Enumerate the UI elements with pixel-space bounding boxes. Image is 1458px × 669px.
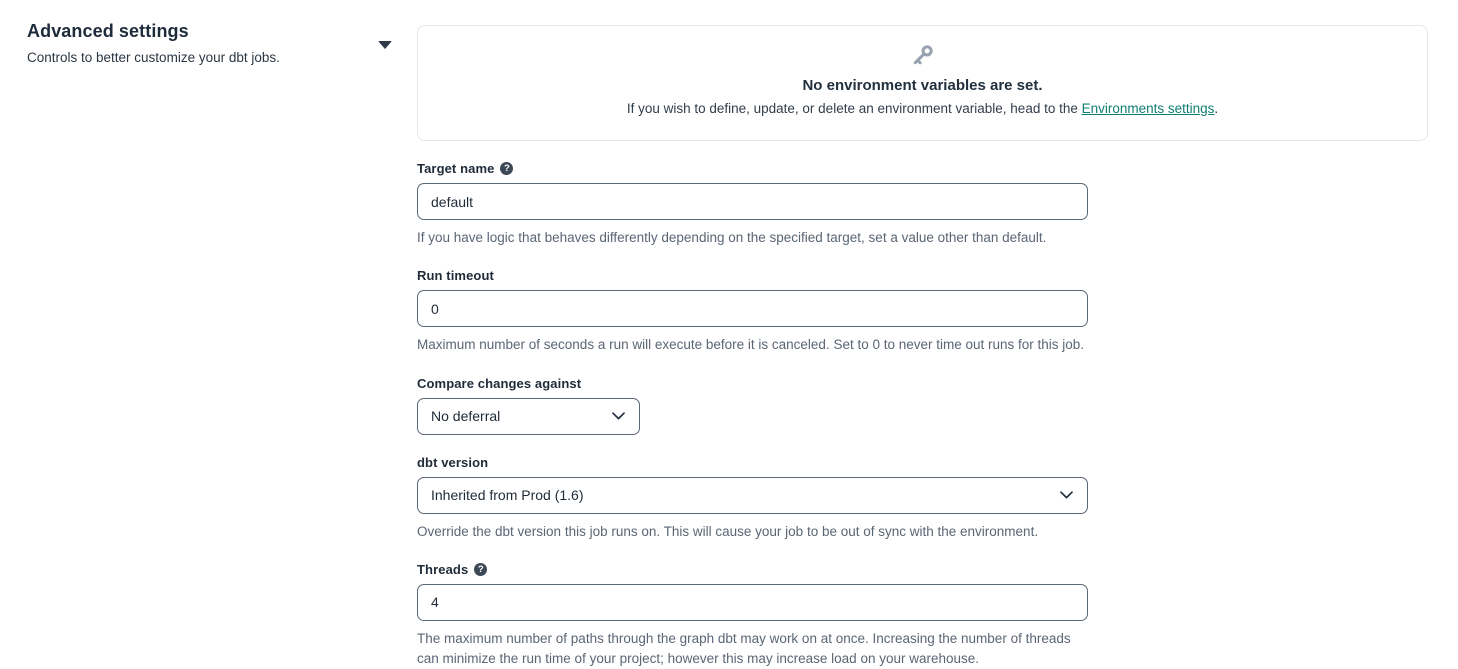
run-timeout-input[interactable] xyxy=(417,290,1088,327)
field-compare-changes xyxy=(417,376,1088,435)
run-timeout-label: Run timeout xyxy=(417,268,494,284)
dbt-version-select[interactable] xyxy=(417,477,1088,514)
field-threads xyxy=(417,562,1088,669)
section-header xyxy=(0,0,417,659)
target-name-label-row xyxy=(417,161,1088,176)
settings-form-area xyxy=(417,0,1458,666)
dbt-version-selected-value: Inherited from Prod (1.6) xyxy=(431,487,584,503)
question-mark-icon[interactable]: ? xyxy=(474,563,487,576)
compare-changes-label: Compare changes against xyxy=(417,375,582,391)
field-dbt-version xyxy=(417,455,1088,542)
advanced-settings-form xyxy=(417,161,1088,669)
field-run-timeout xyxy=(417,268,1088,355)
run-timeout-helper: Maximum number of seconds a run will execute before it is canceled. Set to 0 to never time out runs for this job. xyxy=(417,337,1085,353)
target-name-label: Target name xyxy=(417,161,495,176)
environments-settings-link[interactable]: Environments settings xyxy=(1081,101,1215,116)
question-mark-icon[interactable]: ? xyxy=(500,162,513,175)
dbt-version-label-row xyxy=(417,455,1088,470)
threads-helper: The maximum number of paths through the graph dbt may work on at once. Increasing the number of threads can minimize the run time of your project; however this may increase load on your warehouse. xyxy=(417,630,1071,666)
page-subtitle: Controls to better customize your dbt jobs. xyxy=(27,50,280,65)
threads-label-row xyxy=(417,562,1088,577)
target-name-input[interactable] xyxy=(417,183,1088,220)
env-empty-title: No environment variables are set. xyxy=(802,77,1043,94)
env-message-suffix: . xyxy=(1214,101,1219,116)
chevron-down-icon xyxy=(612,412,625,420)
page-title: Advanced settings xyxy=(27,21,189,41)
threads-label: Threads xyxy=(417,561,469,577)
caret-down-icon[interactable] xyxy=(378,41,392,49)
env-message-prefix: If you wish to define, update, or delete an environment variable, head to the xyxy=(626,101,1082,116)
dbt-version-helper: Override the dbt version this job runs on. This will cause your job to be out of sync with the environment. xyxy=(417,523,1039,539)
threads-input[interactable] xyxy=(417,584,1088,621)
field-target-name xyxy=(417,161,1088,248)
compare-changes-select[interactable] xyxy=(417,398,640,435)
env-empty-message xyxy=(428,101,1417,116)
chevron-down-icon xyxy=(1060,491,1073,499)
target-name-helper: If you have logic that behaves differently depending on the specified target, set a value other than default. xyxy=(417,230,1047,245)
compare-changes-selected-value: No deferral xyxy=(431,408,501,424)
dbt-version-label: dbt version xyxy=(417,454,489,470)
compare-changes-label-row xyxy=(417,376,1088,391)
key-icon xyxy=(909,42,936,69)
run-timeout-label-row xyxy=(417,268,1088,283)
environment-variables-empty-panel xyxy=(417,25,1428,141)
